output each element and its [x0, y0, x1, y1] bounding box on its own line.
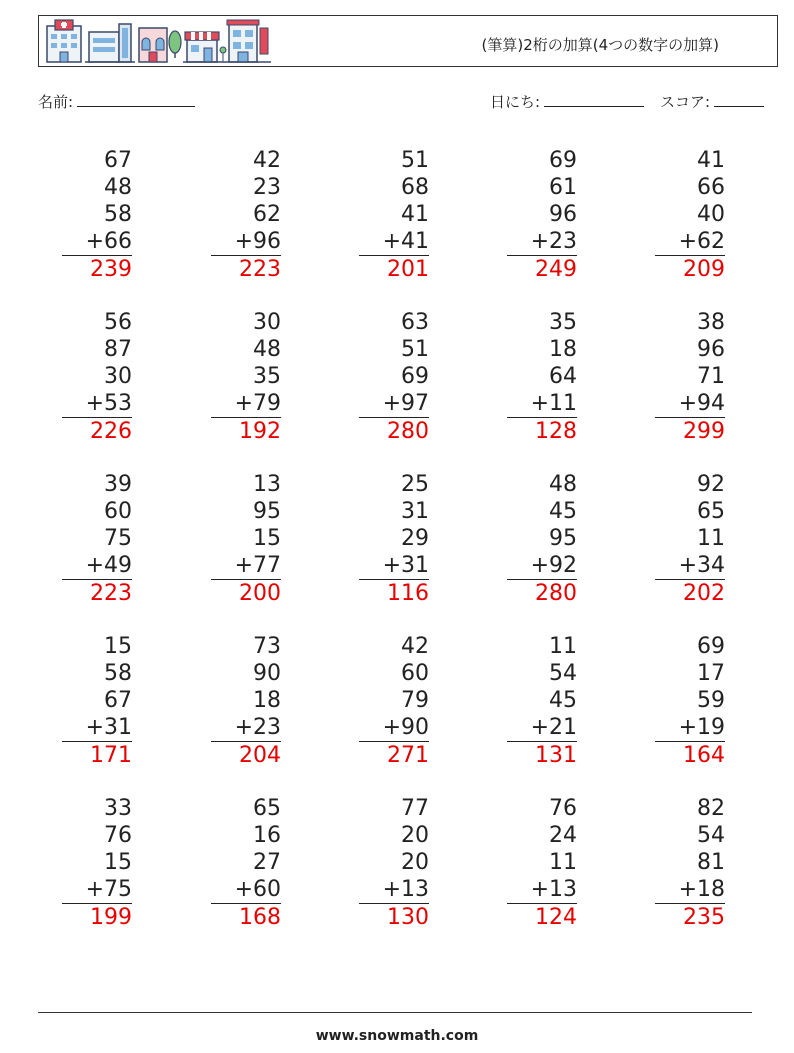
addend: 56	[104, 310, 132, 335]
addend: 15	[253, 526, 281, 551]
addend: 15	[104, 634, 132, 659]
addend: 11	[697, 526, 725, 551]
addend: 81	[697, 850, 725, 875]
answer: 226	[90, 419, 132, 444]
addend: 95	[253, 499, 281, 524]
addition-problem	[655, 633, 725, 769]
addition-problem	[507, 309, 577, 445]
addend: 69	[549, 148, 577, 173]
addend: 76	[104, 823, 132, 848]
addition-problem	[62, 309, 132, 445]
addition-problem	[211, 147, 281, 283]
addend: 42	[253, 148, 281, 173]
addition-problem	[359, 795, 429, 931]
addend-with-plus: +53	[62, 390, 132, 418]
addend: 30	[104, 364, 132, 389]
addend: 45	[549, 688, 577, 713]
answer: 192	[239, 419, 281, 444]
addend-with-plus: +97	[359, 390, 429, 418]
addend: 82	[697, 796, 725, 821]
addend-with-plus: +90	[359, 714, 429, 742]
addend: 96	[549, 202, 577, 227]
addend: 87	[104, 337, 132, 362]
addend: 45	[549, 499, 577, 524]
addend: 30	[253, 310, 281, 335]
addition-problem	[655, 795, 725, 931]
addend-with-plus: +79	[211, 390, 281, 418]
addend: 15	[104, 850, 132, 875]
addition-problem	[507, 147, 577, 283]
addend: 90	[253, 661, 281, 686]
answer: 299	[683, 419, 725, 444]
addition-problem	[62, 471, 132, 607]
addend: 38	[697, 310, 725, 335]
addend-with-plus: +66	[62, 228, 132, 256]
date-label: 日にち:	[490, 93, 541, 111]
addend: 54	[549, 661, 577, 686]
addend: 23	[253, 175, 281, 200]
answer: 164	[683, 743, 725, 768]
addend: 61	[549, 175, 577, 200]
addend: 75	[104, 526, 132, 551]
addend-with-plus: +13	[507, 876, 577, 904]
addend: 31	[401, 499, 429, 524]
addend: 20	[401, 850, 429, 875]
addend: 69	[401, 364, 429, 389]
answer: 130	[387, 905, 429, 930]
addend-with-plus: +77	[211, 552, 281, 580]
addend: 20	[401, 823, 429, 848]
addend-with-plus: +94	[655, 390, 725, 418]
addend: 54	[697, 823, 725, 848]
addend: 16	[253, 823, 281, 848]
addend: 40	[697, 202, 725, 227]
addend-with-plus: +18	[655, 876, 725, 904]
addend: 68	[401, 175, 429, 200]
addend: 18	[253, 688, 281, 713]
addend: 77	[401, 796, 429, 821]
addend-with-plus: +41	[359, 228, 429, 256]
addition-problem	[211, 795, 281, 931]
addend: 69	[697, 634, 725, 659]
addend-with-plus: +31	[62, 714, 132, 742]
addend: 33	[104, 796, 132, 821]
addition-problem	[655, 309, 725, 445]
addend: 24	[549, 823, 577, 848]
answer: 201	[387, 257, 429, 282]
addend: 65	[253, 796, 281, 821]
addend: 60	[401, 661, 429, 686]
addend-with-plus: +92	[507, 552, 577, 580]
addend: 71	[697, 364, 725, 389]
addend: 18	[549, 337, 577, 362]
addition-problem	[359, 633, 429, 769]
answer: 171	[90, 743, 132, 768]
addend: 11	[549, 634, 577, 659]
answer: 131	[535, 743, 577, 768]
answer: 249	[535, 257, 577, 282]
addend-with-plus: +21	[507, 714, 577, 742]
addend: 62	[253, 202, 281, 227]
addend: 13	[253, 472, 281, 497]
addend: 73	[253, 634, 281, 659]
answer: 202	[683, 581, 725, 606]
addend-with-plus: +23	[507, 228, 577, 256]
addend-with-plus: +11	[507, 390, 577, 418]
answer: 204	[239, 743, 281, 768]
addition-problem	[507, 633, 577, 769]
addend: 17	[697, 661, 725, 686]
addition-problem	[211, 633, 281, 769]
date-blank	[544, 92, 644, 107]
addend-with-plus: +23	[211, 714, 281, 742]
score-label: スコア:	[660, 93, 711, 111]
addition-problem	[62, 795, 132, 931]
addition-problem	[359, 309, 429, 445]
score-field	[660, 91, 764, 112]
addition-problem	[507, 471, 577, 607]
addend: 51	[401, 148, 429, 173]
addend: 42	[401, 634, 429, 659]
answer: 200	[239, 581, 281, 606]
addend-with-plus: +75	[62, 876, 132, 904]
answer: 239	[90, 257, 132, 282]
answer: 223	[90, 581, 132, 606]
answer: 124	[535, 905, 577, 930]
footer-site: www.snowmath.com	[315, 1028, 479, 1044]
addend: 51	[401, 337, 429, 362]
addend: 48	[253, 337, 281, 362]
addend: 92	[697, 472, 725, 497]
addend: 35	[549, 310, 577, 335]
addend: 41	[401, 202, 429, 227]
answer: 223	[239, 257, 281, 282]
buildings-logo-icon	[43, 18, 271, 64]
addend: 95	[549, 526, 577, 551]
addend-with-plus: +19	[655, 714, 725, 742]
addend: 25	[401, 472, 429, 497]
answer: 280	[387, 419, 429, 444]
addend-with-plus: +96	[211, 228, 281, 256]
answer: 235	[683, 905, 725, 930]
addend: 39	[104, 472, 132, 497]
addend: 96	[697, 337, 725, 362]
addend: 35	[253, 364, 281, 389]
addition-problem	[359, 147, 429, 283]
addition-problem	[62, 147, 132, 283]
addition-problem	[211, 471, 281, 607]
header-box	[38, 15, 778, 67]
page-title: (筆算)2桁の加算(4つの数字の加算)	[481, 36, 719, 54]
footer-divider	[38, 1012, 752, 1013]
addend: 27	[253, 850, 281, 875]
name-field	[38, 91, 195, 112]
addend-with-plus: +31	[359, 552, 429, 580]
answer: 168	[239, 905, 281, 930]
addend: 11	[549, 850, 577, 875]
addend: 59	[697, 688, 725, 713]
addend: 58	[104, 661, 132, 686]
answer: 128	[535, 419, 577, 444]
addend-with-plus: +49	[62, 552, 132, 580]
addend: 58	[104, 202, 132, 227]
addend: 60	[104, 499, 132, 524]
addend: 76	[549, 796, 577, 821]
addend-with-plus: +13	[359, 876, 429, 904]
addend: 48	[549, 472, 577, 497]
addition-problem	[359, 471, 429, 607]
answer: 280	[535, 581, 577, 606]
addend: 41	[697, 148, 725, 173]
addend: 67	[104, 148, 132, 173]
date-field	[490, 91, 644, 112]
addend-with-plus: +62	[655, 228, 725, 256]
answer: 199	[90, 905, 132, 930]
addend: 48	[104, 175, 132, 200]
addend: 63	[401, 310, 429, 335]
addition-problem	[211, 309, 281, 445]
addition-problem	[655, 471, 725, 607]
addend: 66	[697, 175, 725, 200]
addend-with-plus: +34	[655, 552, 725, 580]
addend-with-plus: +60	[211, 876, 281, 904]
addend: 64	[549, 364, 577, 389]
name-label: 名前:	[38, 93, 74, 111]
answer: 116	[387, 581, 429, 606]
answer: 271	[387, 743, 429, 768]
addend: 67	[104, 688, 132, 713]
addend: 29	[401, 526, 429, 551]
answer: 209	[683, 257, 725, 282]
addition-problem	[62, 633, 132, 769]
name-blank	[77, 92, 195, 107]
score-blank	[714, 92, 764, 107]
addition-problem	[655, 147, 725, 283]
addend: 79	[401, 688, 429, 713]
addend: 65	[697, 499, 725, 524]
addition-problem	[507, 795, 577, 931]
